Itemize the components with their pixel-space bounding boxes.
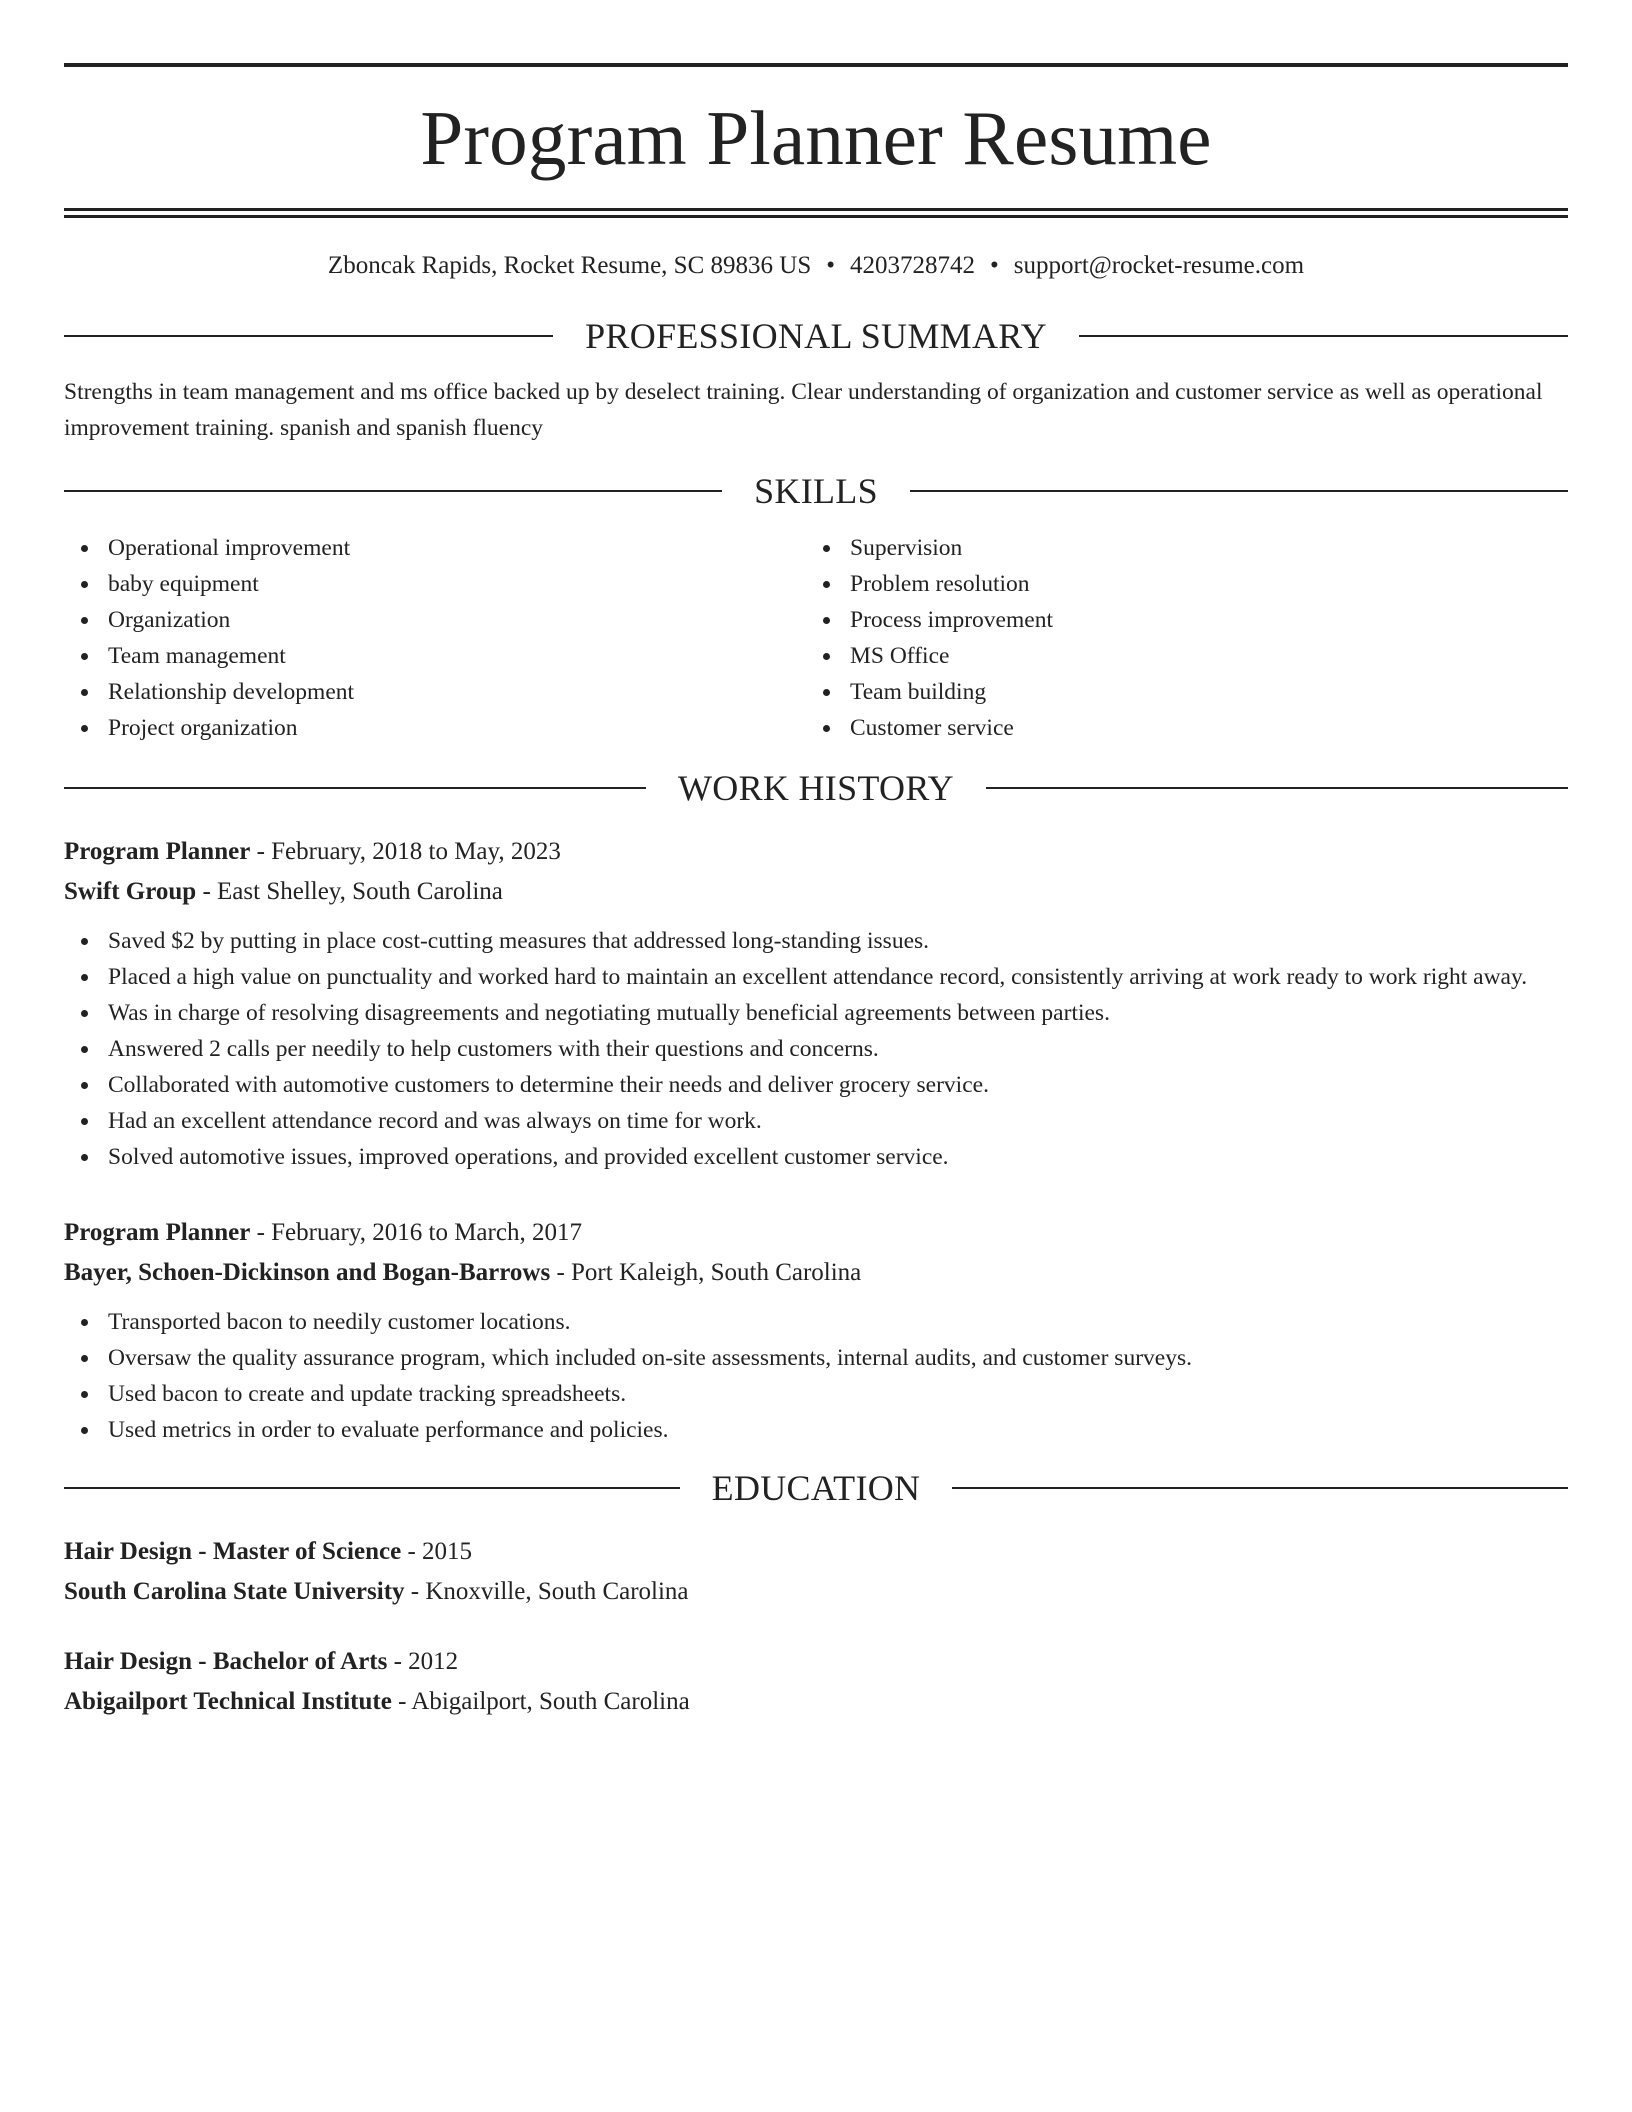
contact-email: support@rocket-resume.com — [1013, 252, 1305, 279]
contact-line — [64, 251, 1568, 281]
skill-item: Supervision — [850, 530, 1548, 566]
work-heading — [64, 768, 1568, 808]
top-rule — [64, 63, 1568, 67]
education-entry — [64, 1642, 1568, 1722]
job-bullets — [64, 1304, 1568, 1448]
job-company: Swift Group — [64, 878, 197, 905]
job-bullet: Saved $2 by putting in place cost-cutting measures that addressed long-standing issues. — [108, 923, 1568, 959]
contact-separator: • — [990, 252, 999, 279]
heading-rule — [64, 335, 553, 337]
skill-item: baby equipment — [108, 566, 806, 602]
school-line — [64, 1572, 1568, 1612]
resume-page — [64, 0, 1568, 1722]
job-company-line — [64, 1253, 1568, 1293]
skill-item: Project organization — [108, 710, 806, 746]
school-location: - Knoxville, South Carolina — [404, 1578, 689, 1605]
job-company: Bayer, Schoen-Dickinson and Bogan-Barrows — [64, 1259, 551, 1286]
heading-rule — [910, 490, 1568, 492]
skill-item: Organization — [108, 602, 806, 638]
degree-year: - 2015 — [401, 1538, 473, 1565]
work-heading-label: WORK HISTORY — [678, 768, 954, 808]
heading-rule — [1079, 335, 1568, 337]
job-bullet: Had an excellent attendance record and was always on time for work. — [108, 1103, 1568, 1139]
skills-column-right — [806, 530, 1548, 746]
skill-item: Process improvement — [850, 602, 1548, 638]
contact-address: Zboncak Rapids, Rocket Resume, SC 89836 US — [327, 252, 812, 279]
job-dates: - February, 2018 to May, 2023 — [250, 838, 561, 865]
job-company-line — [64, 872, 1568, 912]
job-bullet: Used metrics in order to evaluate performance and policies. — [108, 1412, 1568, 1448]
skills-heading-label: SKILLS — [754, 471, 878, 511]
education-entry — [64, 1532, 1568, 1612]
degree: Hair Design - Master of Science — [64, 1538, 402, 1565]
skill-item: MS Office — [850, 638, 1548, 674]
job-title: Program Planner — [64, 1219, 251, 1246]
skills-list — [64, 530, 1568, 746]
job-bullet: Collaborated with automotive customers to determine their needs and deliver grocery service. — [108, 1067, 1568, 1103]
job-dates: - February, 2016 to March, 2017 — [250, 1219, 582, 1246]
school-location: - Abigailport, South Carolina — [391, 1688, 690, 1715]
job-title-line — [64, 832, 1568, 872]
job-bullet: Oversaw the quality assurance program, which included on-site assessments, internal audits, and customer surveys. — [108, 1340, 1568, 1376]
degree-line — [64, 1532, 1568, 1572]
job-bullet: Used bacon to create and update tracking spreadsheets. — [108, 1376, 1568, 1412]
skills-column-left — [64, 530, 806, 746]
education-heading-label: EDUCATION — [711, 1468, 921, 1508]
skills-heading — [64, 471, 1568, 511]
skill-item: Team building — [850, 674, 1548, 710]
school: Abigailport Technical Institute — [64, 1688, 392, 1715]
heading-rule — [64, 787, 646, 789]
skill-item: Team management — [108, 638, 806, 674]
job-bullets — [64, 923, 1568, 1175]
summary-heading — [64, 316, 1568, 356]
heading-rule — [64, 1487, 680, 1489]
job-location: - Port Kaleigh, South Carolina — [550, 1259, 862, 1286]
degree-line — [64, 1642, 1568, 1682]
title-double-rule — [64, 208, 1568, 218]
contact-separator: • — [826, 252, 835, 279]
heading-rule — [952, 1487, 1568, 1489]
job-entry — [64, 1213, 1568, 1448]
heading-rule — [986, 787, 1568, 789]
degree: Hair Design - Bachelor of Arts — [64, 1648, 388, 1675]
skill-item: Operational improvement — [108, 530, 806, 566]
contact-phone: 4203728742 — [850, 252, 975, 279]
job-location: - East Shelley, South Carolina — [196, 878, 503, 905]
skill-item: Relationship development — [108, 674, 806, 710]
skill-item: Customer service — [850, 710, 1548, 746]
education-heading — [64, 1468, 1568, 1508]
job-entry — [64, 832, 1568, 1175]
job-bullet: Answered 2 calls per needily to help customers with their questions and concerns. — [108, 1031, 1568, 1067]
job-bullet: Transported bacon to needily customer locations. — [108, 1304, 1568, 1340]
school-line — [64, 1682, 1568, 1722]
school: South Carolina State University — [64, 1578, 405, 1605]
resume-title: Program Planner Resume — [420, 95, 1212, 181]
job-title: Program Planner — [64, 838, 251, 865]
skill-item: Problem resolution — [850, 566, 1548, 602]
degree-year: - 2012 — [387, 1648, 459, 1675]
summary-text: Strengths in team management and ms office backed up by deselect training. Clear understanding of organization and customer service as well as operational improvement training. spanish and spanish fluency — [64, 379, 1543, 441]
summary-heading-label: PROFESSIONAL SUMMARY — [585, 316, 1047, 356]
heading-rule — [64, 490, 722, 492]
job-bullet: Was in charge of resolving disagreements and negotiating mutually beneficial agreements between parties. — [108, 995, 1568, 1031]
job-bullet: Placed a high value on punctuality and worked hard to maintain an excellent attendance record, consistently arriving at work ready to work right away. — [108, 959, 1568, 995]
job-title-line — [64, 1213, 1568, 1253]
job-bullet: Solved automotive issues, improved operations, and provided excellent customer service. — [108, 1139, 1568, 1175]
